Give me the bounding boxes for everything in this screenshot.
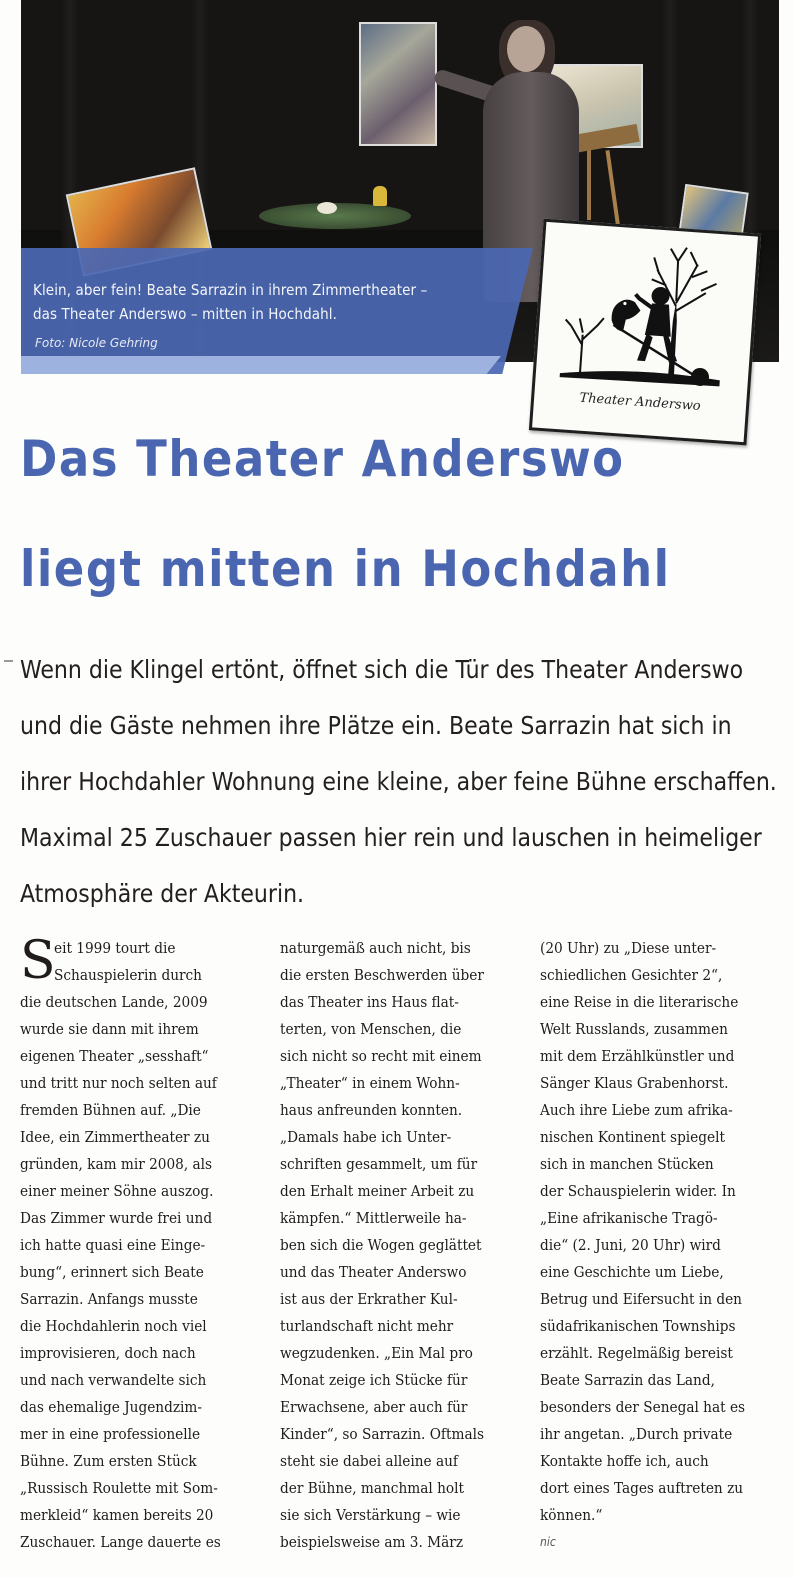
body-line: erzählt. Regelmäßig bereist [540, 1344, 733, 1362]
body-line: den Erhalt meiner Arbeit zu [280, 1182, 475, 1200]
body-line: eine Geschichte um Liebe, [540, 1263, 724, 1281]
body-line: (20 Uhr) zu „Diese unter- [540, 939, 717, 957]
body-line: ben sich die Wogen geglättet [280, 1236, 482, 1254]
body-line: und nach verwandelte sich [20, 1371, 207, 1389]
body-line: „Damals habe ich Unter- [280, 1128, 452, 1146]
body-line: Kinder“, so Sarrazin. Oftmals [280, 1425, 484, 1443]
body-line: eine Reise in die literarische [540, 993, 739, 1011]
body-line: einer meiner Söhne auszog. [20, 1182, 214, 1200]
body-line: eit 1999 tourt die [54, 939, 176, 957]
body-line: steht sie dabei alleine auf [280, 1452, 458, 1470]
body-line: die“ (2. Juni, 20 Uhr) wird [540, 1236, 721, 1254]
caption-band-accent [21, 356, 501, 374]
body-line: gründen, kam mir 2008, als [20, 1155, 213, 1173]
body-line: mer in eine professionelle [20, 1425, 201, 1443]
body-line: können.“ [540, 1506, 603, 1524]
body-line: sich nicht so recht mit einem [280, 1047, 482, 1065]
body-line: ich hatte quasi eine Einge- [20, 1236, 206, 1254]
body-line: beispielsweise am 3. März [280, 1533, 464, 1551]
photo-credit: Foto: Nicole Gehring [35, 336, 158, 350]
drop-cap: S [20, 931, 56, 991]
photo-caption [33, 278, 503, 326]
body-line: südafrikanischen Townships [540, 1317, 736, 1335]
body-line: Monat zeige ich Stücke für [280, 1371, 468, 1389]
body-line: nischen Kontinent spiegelt [540, 1128, 725, 1146]
body-line: das ehemalige Jugendzim- [20, 1398, 202, 1416]
body-line: der Schauspielerin wider. In [540, 1182, 736, 1200]
body-line: terten, von Menschen, die [280, 1020, 462, 1038]
article-lead [20, 650, 790, 930]
body-line: Zuschauer. Lange dauerte es [20, 1533, 221, 1551]
body-line: die Hochdahlerin noch viel [20, 1317, 207, 1335]
body-line: improvisieren, doch nach [20, 1344, 196, 1362]
article-headline [20, 420, 780, 640]
easel-leg [587, 150, 591, 220]
body-line: merkleid“ kamen bereits 20 [20, 1506, 214, 1524]
body-column-3 [540, 935, 794, 1556]
body-line: ist aus der Erkrather Kul- [280, 1290, 458, 1308]
body-line: schiedlichen Gesichter 2“, [540, 966, 723, 984]
body-line: bung“, erinnert sich Beate [20, 1263, 204, 1281]
body-line: fremden Bühnen auf. „Die [20, 1101, 201, 1119]
lead-line: Wenn die Klingel ertönt, öffnet sich die Tür des Theater Anderswo [20, 655, 744, 684]
caption-line: das Theater Anderswo – mitten in Hochdahl. [33, 305, 338, 323]
body-line: naturgemäß auch nicht, bis [280, 939, 471, 957]
actress-head [507, 26, 545, 72]
body-column-1 [20, 931, 270, 1556]
caption-line: Klein, aber fein! Beate Sarrazin in ihrem Zimmertheater – [33, 281, 428, 299]
lead-line: Atmosphäre der Akteurin. [20, 879, 305, 908]
body-line: Sänger Klaus Grabenhorst. [540, 1074, 729, 1092]
easel-leg [605, 150, 620, 230]
logo-text: Theater Anderswo [579, 390, 702, 415]
body-line: und das Theater Anderswo [280, 1263, 467, 1281]
body-line: sich in manchen Stücken [540, 1155, 714, 1173]
body-line: Idee, ein Zimmertheater zu [20, 1128, 210, 1146]
painting-hanging [359, 22, 437, 146]
body-line: Welt Russlands, zusammen [540, 1020, 728, 1038]
body-line: sie sich Verstärkung – wie [280, 1506, 461, 1524]
body-line: ihr angetan. „Durch private [540, 1425, 733, 1443]
body-line: Schauspielerin durch [54, 966, 202, 984]
stage-lamp [373, 186, 387, 206]
lead-line: ihrer Hochdahler Wohnung eine kleine, aber feine Bühne erschaffen. [20, 767, 777, 796]
body-line: wegzudenken. „Ein Mal pro [280, 1344, 473, 1362]
body-line: mit dem Erzählkünstler und [540, 1047, 735, 1065]
body-line: „Eine afrikanische Tragö- [540, 1209, 718, 1227]
body-line: wurde sie dann mit ihrem [20, 1020, 199, 1038]
body-line: „Russisch Roulette mit Som- [20, 1479, 218, 1497]
theater-logo [529, 219, 761, 446]
stage-cup [317, 202, 337, 214]
body-line: Betrug und Eifersucht in den [540, 1290, 742, 1308]
body-column-2 [280, 935, 532, 1556]
headline-line: liegt mitten in Hochdahl [20, 540, 671, 598]
lead-line: Maximal 25 Zuschauer passen hier rein und lauschen in heimeliger [20, 823, 762, 852]
body-line: Das Zimmer wurde frei und [20, 1209, 213, 1227]
headline-line: Das Theater Anderswo [20, 430, 625, 488]
body-line: besonders der Senegal hat es [540, 1398, 746, 1416]
lead-line: und die Gäste nehmen ihre Plätze ein. Beate Sarrazin hat sich in [20, 711, 732, 740]
body-line: Auch ihre Liebe zum afrika- [540, 1101, 733, 1119]
body-line: dort eines Tages auftreten zu [540, 1479, 744, 1497]
body-line: Kontakte hoffe ich, auch [540, 1452, 709, 1470]
body-line: „Theater“ in einem Wohn- [280, 1074, 460, 1092]
body-line: turlandschaft nicht mehr [280, 1317, 454, 1335]
body-line: der Bühne, manchmal holt [280, 1479, 464, 1497]
silhouette-icon [549, 233, 739, 395]
body-line: das Theater ins Haus flat- [280, 993, 459, 1011]
body-line: haus anfreunden konnten. [280, 1101, 463, 1119]
body-line: eigenen Theater „sesshaft“ [20, 1047, 209, 1065]
body-line: die deutschen Lande, 2009 [20, 993, 208, 1011]
body-line: Erwachsene, aber auch für [280, 1398, 468, 1416]
body-line: die ersten Beschwerden über [280, 966, 484, 984]
body-line: Sarrazin. Anfangs musste [20, 1290, 198, 1308]
body-line: Bühne. Zum ersten Stück [20, 1452, 197, 1470]
body-line: Beate Sarrazin das Land, [540, 1371, 715, 1389]
body-line: schriften gesammelt, um für [280, 1155, 478, 1173]
body-line: und tritt nur noch selten auf [20, 1074, 217, 1092]
author-initials: nic [540, 1535, 556, 1549]
body-line: kämpfen.“ Mittlerweile ha- [280, 1209, 467, 1227]
lead-marker [4, 660, 13, 662]
